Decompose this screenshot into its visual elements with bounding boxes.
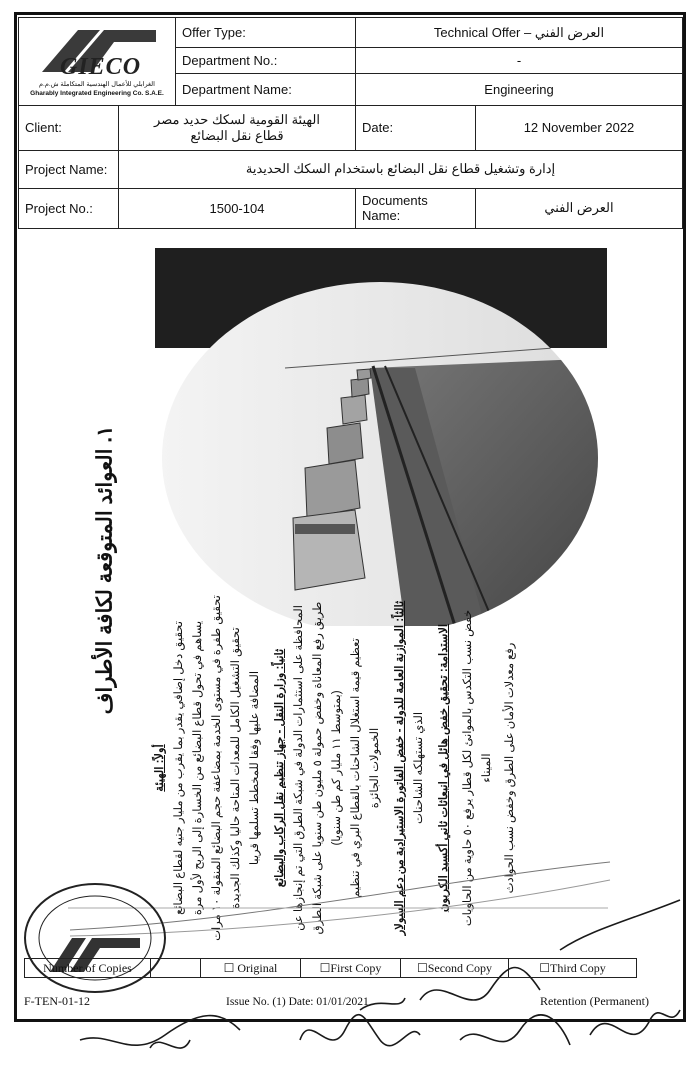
first-copy-checkbox[interactable]: ☐First Copy bbox=[301, 959, 401, 978]
department-no-label: Department No.: bbox=[176, 48, 356, 74]
list-item: رفع معدلات الأمان على الطرق وخفض نسب الحوادث bbox=[504, 642, 516, 894]
client-value bbox=[119, 105, 356, 150]
department-name-label: Department Name: bbox=[176, 73, 356, 105]
list-item: خفض نسب التكدس بالموانئ لكل قطار يرفع ٥٠ حاوية من الحاويات bbox=[462, 609, 474, 927]
list-item: الذي تستهلكه الشاحنات bbox=[413, 711, 425, 825]
date-label: Date: bbox=[356, 105, 476, 150]
project-no-label: Project No.: bbox=[19, 188, 119, 228]
number-of-copies-label: Number of Copies bbox=[25, 959, 151, 978]
project-no-value: 1500-104 bbox=[119, 188, 356, 228]
company-logo-cell bbox=[19, 18, 176, 106]
list-item: المحافظة على استثمارات الدولة في شبكة الطرق التي تم إنجازها عن bbox=[293, 605, 305, 931]
list-item: ثانياً: وزارة النقل - جهاز تنظيم نقل الركاب والبضائع bbox=[274, 648, 286, 888]
retention-info: Retention (Permanent) bbox=[540, 994, 649, 1008]
list-item: ثالثاً: الموازنة العامة للدولة - خفض الفاتورة الاستيرادية من دعم السولار bbox=[394, 600, 406, 936]
logo-arabic-name: الغرابلي للأعمال الهندسية المتكاملة ش.م.م bbox=[39, 81, 155, 89]
logo-english-name: Gharably Integrated Engineering Co. S.A.E. bbox=[30, 90, 164, 98]
list-item: أولاً: الهيئة bbox=[154, 744, 166, 792]
documents-name-value: العرض الفني bbox=[476, 188, 683, 228]
list-item: تحقيق طفرة في مستوى الخدمة بمضاعفة حجم البضائع المنقولة ١٠ مرات bbox=[211, 595, 223, 941]
department-name-value: Engineering bbox=[356, 73, 683, 105]
offer-type-label: Offer Type: bbox=[176, 18, 356, 48]
issue-info: Issue No. (1) Date: 01/01/2021 bbox=[226, 996, 369, 1008]
section-title bbox=[88, 420, 122, 720]
project-name-value: إدارة وتشغيل قطاع نقل البضائع باستخدام السكك الحديدية bbox=[119, 150, 683, 188]
documents-name-label-2: Name: bbox=[362, 208, 401, 224]
department-no-value: - bbox=[356, 48, 683, 74]
documents-name-label-1: Documents bbox=[362, 193, 428, 209]
section-title-text: ١. العوائد المتوقعة لكافة الأطراف bbox=[93, 425, 117, 715]
list-item: تحقيق التشغيل الكامل للمعدات المتاحة حاليا وكذلك الجديدة bbox=[230, 627, 242, 909]
client-value-line-1: الهيئة القومية لسكك حديد مصر bbox=[154, 111, 320, 127]
list-item: يساهم في تحول قطاع البضائع من الخسارة إلى الربح لأول مرة bbox=[192, 620, 204, 916]
offer-type-value: Technical Offer – العرض الفني bbox=[356, 18, 683, 48]
logo-name: GIECO bbox=[60, 54, 142, 81]
company-stamp bbox=[20, 880, 170, 996]
project-name-label: Project Name: bbox=[19, 150, 119, 188]
list-item: الاستدامة: تحقيق خفض هائل في انبعاثات ثاني أكسيد الكربون bbox=[438, 623, 450, 913]
date-value: 12 November 2022 bbox=[476, 105, 683, 150]
list-item: تعظيم قيمة استغلال الشاحنات بالقطاع البري في تنظيم bbox=[350, 638, 362, 898]
third-copy-checkbox[interactable]: ☐Third Copy bbox=[509, 959, 637, 978]
documents-name-label bbox=[356, 188, 476, 228]
document-header-table bbox=[18, 17, 683, 229]
list-item: الميناء bbox=[481, 753, 493, 783]
list-item: الخمولات الجائزة bbox=[369, 727, 381, 809]
gieco-logo bbox=[20, 20, 174, 102]
freight-train-photo bbox=[155, 248, 607, 626]
list-item: تحقيق دخل إضافي يقدر بما يقرب من مليار جنيه لقطاع البضائع bbox=[173, 621, 185, 915]
list-item: طريق رفع المعاناة وخفض حمولة ٥ مليون طن سنويا على شبكة الطرق bbox=[312, 601, 324, 935]
copies-count-cell bbox=[151, 959, 201, 978]
second-copy-checkbox[interactable]: ☐Second Copy bbox=[401, 959, 509, 978]
list-item: المضافة عليها وفقا للمخطط تسلمها قريبا bbox=[249, 670, 261, 866]
list-item: (بمتوسط ١١ مليار كم طن سنويا) bbox=[331, 690, 343, 846]
client-label: Client: bbox=[19, 105, 119, 150]
original-checkbox[interactable]: ☐ Original bbox=[201, 959, 301, 978]
form-code: F-TEN-01-12 bbox=[24, 994, 90, 1008]
copies-table bbox=[24, 958, 637, 978]
client-value-line-2: قطاع نقل البضائع bbox=[190, 127, 284, 143]
